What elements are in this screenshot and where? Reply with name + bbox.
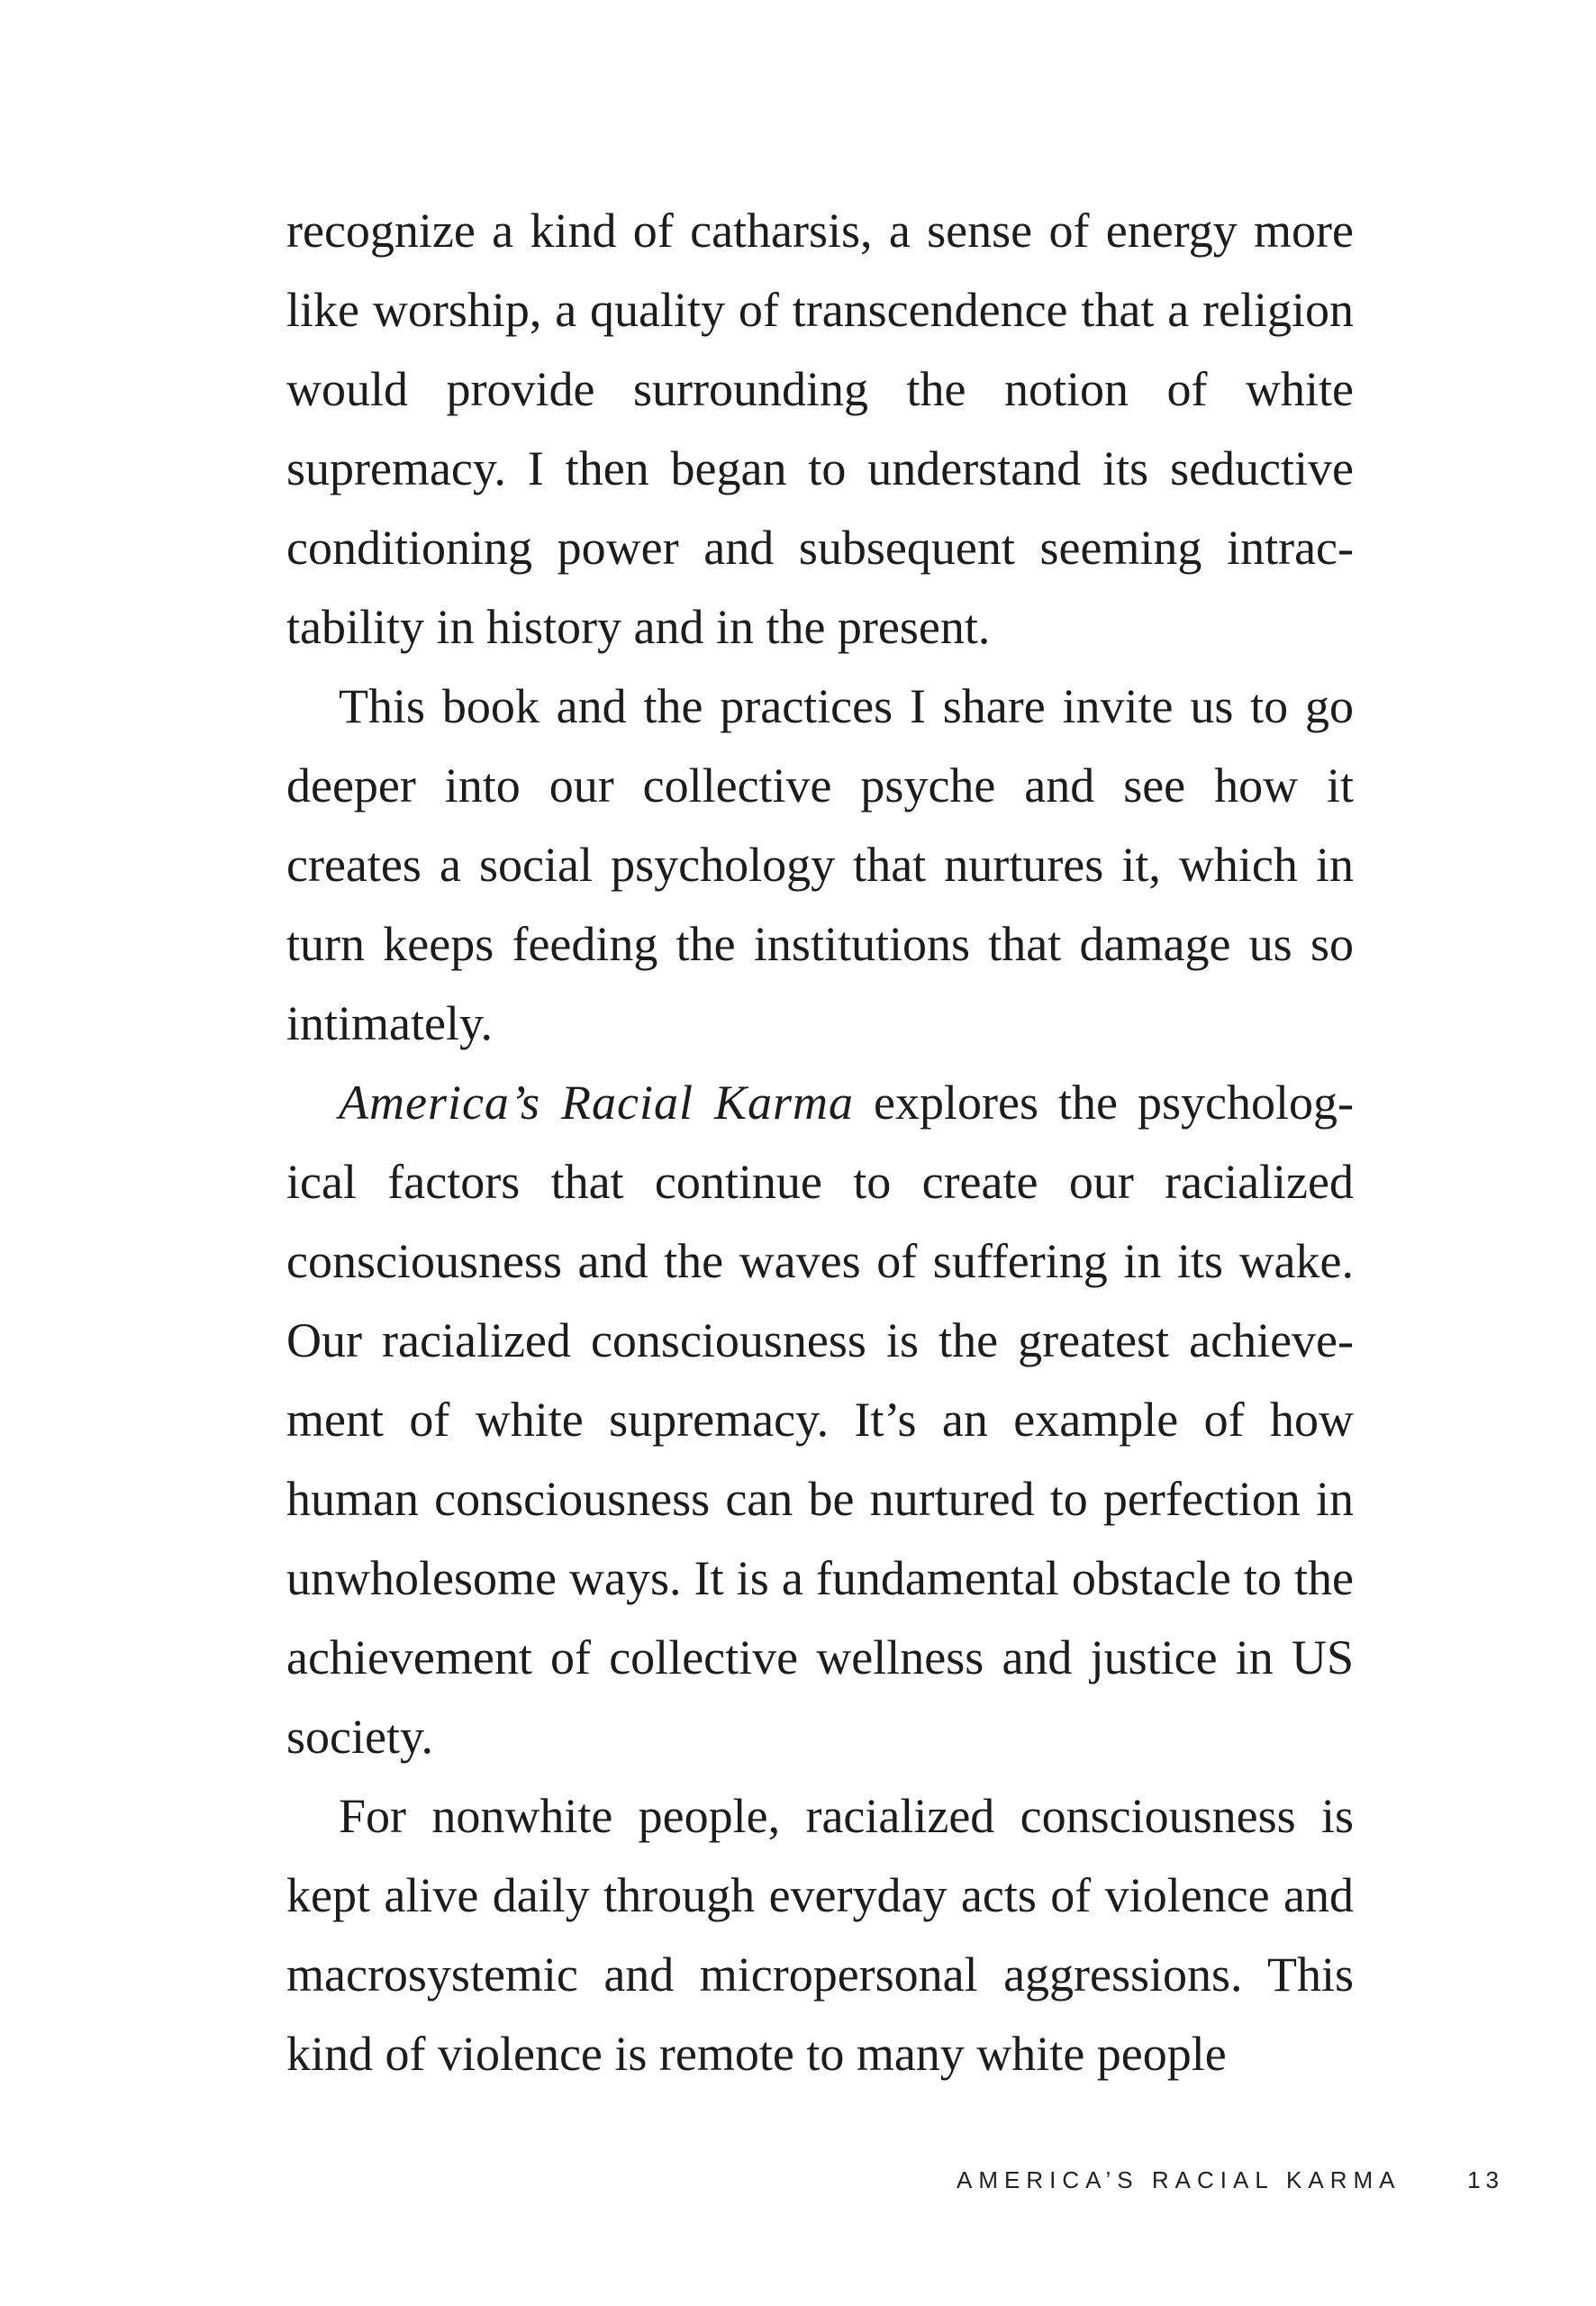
paragraph-racial-karma [286,1063,1354,1776]
paragraph-continuation: recognize a kind of catharsis, a sense of energy more like worship, a quality of transcendence that a religion would provide surrounding the notion of white supremacy. I then began to understand its seductive conditioning power and subsequent seeming intractability in history and in the present. [286,204,1354,654]
book-title-italic: America’s Racial Karma [339,1076,855,1130]
body-text [286,191,1354,2093]
page-number: 13 [1467,2166,1504,2193]
paragraph-book-practices: This book and the practices I share invite us to go deeper into our collective psyche and see how it creates a social psychology that nurtures it, which in turn keeps feeding the institutions that damage us so intimately. [286,679,1354,1050]
paragraph-racial-karma-text: explores the psychological factors that continue to create our racialized consciousness and the waves of suffering in its wake. Our racialized consciousness is the greatest achievement of white supremacy. It’s an example of how human consciousness can be nurtured to perfection in unwholesome ways. It is a fundamental obstacle to the achievement of collective wellness and justice in US society. [286,1076,1354,1764]
paragraph-nonwhite-people: For nonwhite people, racialized consciousness is kept alive daily through everyday acts of violence and macrosystemic and micropersonal aggressions. This kind of violence is remote to many white people [286,1789,1354,2081]
running-head: AMERICA’S RACIAL KARMA [957,2166,1401,2193]
